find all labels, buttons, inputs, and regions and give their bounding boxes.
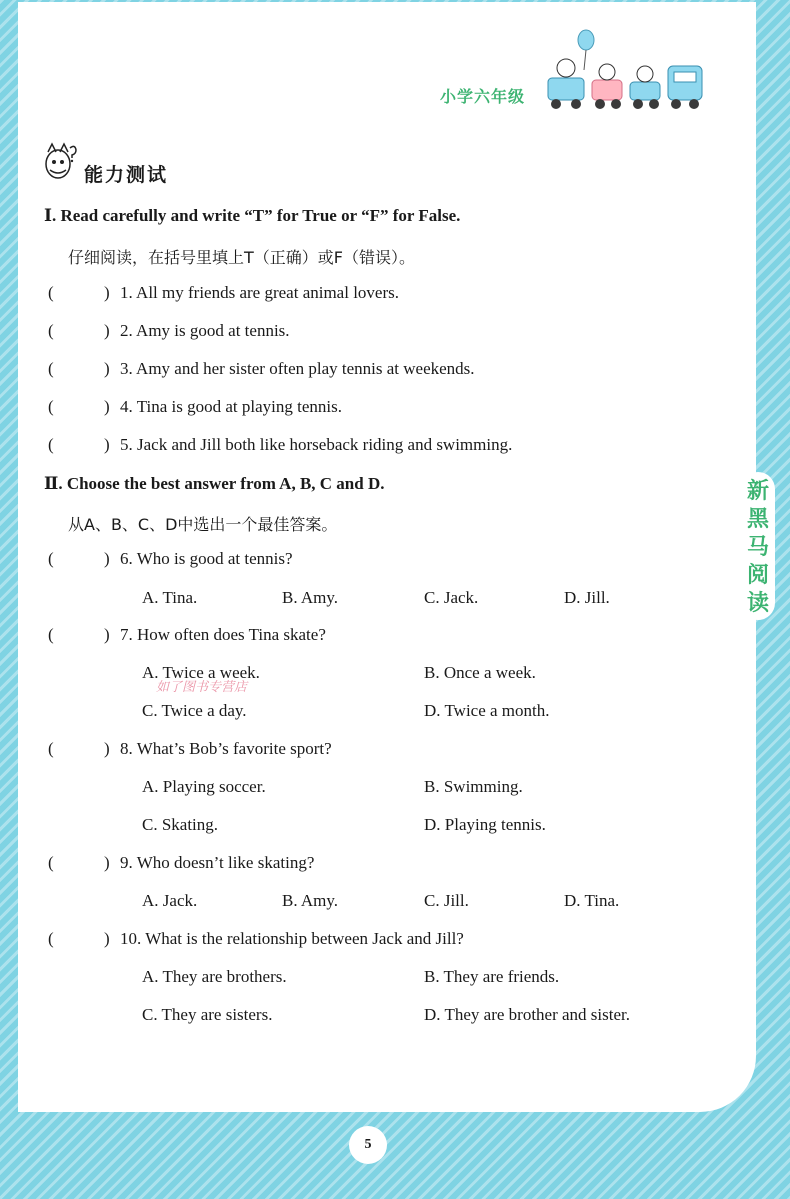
option-c[interactable]: C. Jack. (424, 588, 479, 607)
option-d[interactable]: D. Tina. (564, 891, 620, 910)
answer-paren-close: ) (104, 321, 110, 340)
answer-paren-close: ) (104, 359, 110, 378)
question-text: 4. Tina is good at playing tennis. (120, 397, 342, 416)
option-b[interactable]: B. They are friends. (424, 967, 560, 986)
shop-watermark: 如了图书专营店 (156, 680, 248, 695)
answer-paren-close: ) (104, 283, 110, 302)
answer-paren-open[interactable]: ( (48, 739, 54, 758)
series-side-tab (741, 472, 775, 620)
series-char: 阅 (746, 563, 769, 588)
part1-heading: Ⅰ. Read carefully and write “T” for True or “F” for False. (44, 206, 461, 225)
answer-paren-open[interactable]: ( (48, 283, 54, 302)
option-d[interactable]: D. Twice a month. (424, 701, 550, 720)
option-d[interactable]: D. Jill. (564, 588, 610, 607)
answer-paren-open[interactable]: ( (48, 435, 54, 454)
answer-paren-open[interactable]: ( (48, 359, 54, 378)
option-a[interactable]: A. Tina. (142, 588, 198, 607)
question-text: 9. Who doesn’t like skating? (120, 853, 315, 872)
question-text: 1. All my friends are great animal lovers. (120, 283, 399, 302)
answer-paren-close: ) (104, 549, 110, 568)
option-b[interactable]: B. Amy. (282, 891, 339, 910)
option-a[interactable]: A. They are brothers. (142, 967, 287, 986)
question-text: 10. What is the relationship between Jack and Jill? (120, 929, 464, 948)
answer-paren-open[interactable]: ( (48, 397, 54, 416)
question-text: 5. Jack and Jill both like horseback riding and swimming. (120, 435, 513, 454)
answer-paren-open[interactable]: ( (48, 321, 54, 340)
page-number: 5 (349, 1126, 387, 1164)
grade-label: 小学六年级 (440, 87, 526, 106)
option-b[interactable]: B. Swimming. (424, 777, 523, 796)
part1-instruction: 仔细阅读，在括号里填上T（正确）或F（错误）。 (68, 248, 415, 267)
option-b[interactable]: B. Once a week. (424, 663, 536, 682)
train-mascot-illustration (544, 28, 709, 116)
option-d[interactable]: D. Playing tennis. (424, 815, 546, 834)
question-text: 8. What’s Bob’s favorite sport? (120, 739, 332, 758)
option-a[interactable]: A. Playing soccer. (142, 777, 266, 796)
option-b[interactable]: B. Amy. (282, 588, 339, 607)
answer-paren-open[interactable]: ( (48, 929, 54, 948)
answer-paren-close: ) (104, 739, 110, 758)
option-d[interactable]: D. They are brother and sister. (424, 1005, 630, 1024)
answer-paren-open[interactable]: ( (48, 853, 54, 872)
series-char: 黑 (746, 507, 769, 532)
series-char: 读 (746, 591, 769, 616)
answer-paren-close: ) (104, 397, 110, 416)
question-text: 6. Who is good at tennis? (120, 549, 293, 568)
answer-paren-close: ) (104, 435, 110, 454)
option-a[interactable]: A. Jack. (142, 891, 198, 910)
answer-paren-close: ) (104, 929, 110, 948)
zebra-mascot-icon (40, 142, 78, 186)
question-text: 2. Amy is good at tennis. (120, 321, 290, 340)
part2-instruction: 从A、B、C、D中选出一个最佳答案。 (68, 515, 338, 534)
option-c[interactable]: C. Jill. (424, 891, 469, 910)
section-title: 能力测试 (84, 164, 169, 186)
part2-heading: Ⅱ. Choose the best answer from A, B, C and D. (44, 474, 385, 493)
question-text: 3. Amy and her sister often play tennis at weekends. (120, 359, 475, 378)
option-c[interactable]: C. They are sisters. (142, 1005, 273, 1024)
answer-paren-open[interactable]: ( (48, 625, 54, 644)
option-c[interactable]: C. Skating. (142, 815, 219, 834)
option-a[interactable]: A. Twice a week. (142, 663, 260, 682)
series-char: 新 (746, 479, 769, 504)
answer-paren-close: ) (104, 853, 110, 872)
answer-paren-close: ) (104, 625, 110, 644)
question-text: 7. How often does Tina skate? (120, 625, 326, 644)
answer-paren-open[interactable]: ( (48, 549, 54, 568)
option-c[interactable]: C. Twice a day. (142, 701, 247, 720)
series-title (741, 478, 775, 618)
series-char: 马 (746, 535, 769, 560)
